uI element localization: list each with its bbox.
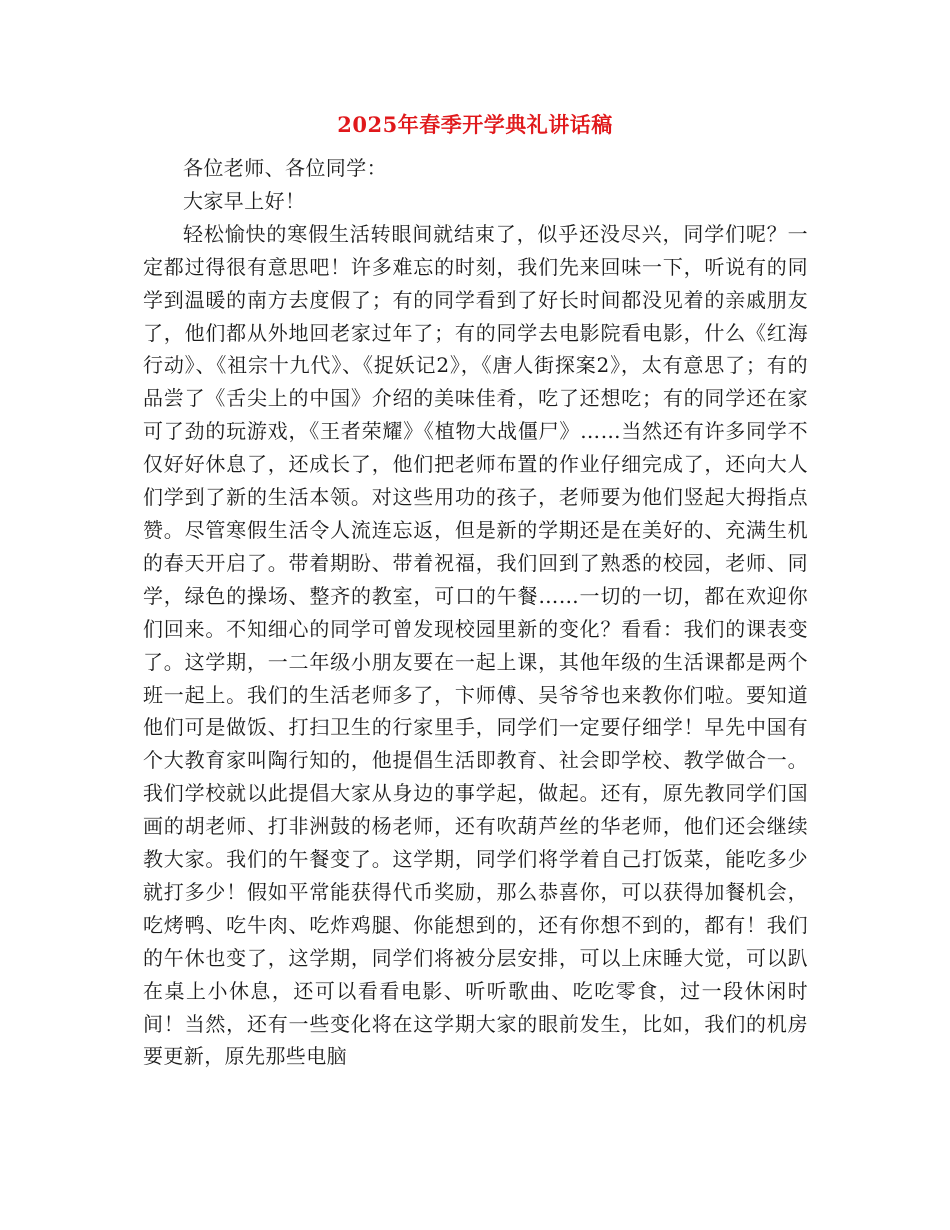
document-title: 2025年春季开学典礼讲话稿 <box>337 112 613 137</box>
body-paragraph: 轻松愉快的寒假生活转眼间就结束了，似乎还没尽兴，同学们呢？一定都过得很有意思吧！许多难忘的时刻，我们先来回味一下，听说有的同学到温暖的南方去度假了；有的同学看到了好长时间都没见着的亲戚朋友了，他们都从外地回老家过年了；有的同学去电影院看电影，什么《红海行动》、《祖宗十九代》、《捉妖记2》，《唐人街探案2》，太有意思了；有的品尝了《舌尖上的中国》介绍的美味佳肴，吃了还想吃；有的同学还在家可了劲的玩游戏，《王者荣耀》《植物大战僵尸》……当然还有许多同学不仅好好休息了，还成长了，他们把老师布置的作业仔细完成了，还向大人们学到了新的生活本领。对这些用功的孩子，老师要为他们竖起大拇指点赞。尽管寒假生活令人流连忘返，但是新的学期还是在美好的、充满生机的春天开启了。带着期盼、带着祝福，我们回到了熟悉的校园，老师、同学，绿色的操场、整齐的教室，可口的午餐……一切的一切，都在欢迎你们回来。不知细心的同学可曾发现校园里新的变化？看看：我们的课表变了。这学期，一二年级小朋友要在一起上课，其他年级的生活课都是两个班一起上。我们的生活老师多了，卞师傅、吴爷爷也来教你们啦。要知道他们可是做饭、打扫卫生的行家里手，同学们一定要仔细学！早先中国有个大教育家叫陶行知的，他提倡生活即教育、社会即学校、教学做合一。我们学校就以此提倡大家从身边的事学起，做起。还有，原先教同学们国画的胡老师、打非洲鼓的杨老师，还有吹葫芦丝的华老师，他们还会继续教大家。我们的午餐变了。这学期，同学们将学着自己打饭菜，能吃多少就打多少！假如平常能获得代币奖励，那么恭喜你，可以获得加餐机会，吃烤鸭、吃牛肉、吃炸鸡腿、你能想到的，还有你想不到的，都有！我们的午休也变了，这学期，同学们将被分层安排，可以上床睡大觉，可以趴在桌上小休息，还可以看看电影、听听歌曲、吃吃零食，过一段休闲时间！当然，还有一些变化将在这学期大家的眼前发生，比如，我们的机房要更新，原先那些电脑 <box>143 221 808 1069</box>
document-body <box>143 152 808 1073</box>
salutation: 各位老师、各位同学： <box>183 156 387 180</box>
greeting: 大家早上好！ <box>183 188 306 213</box>
